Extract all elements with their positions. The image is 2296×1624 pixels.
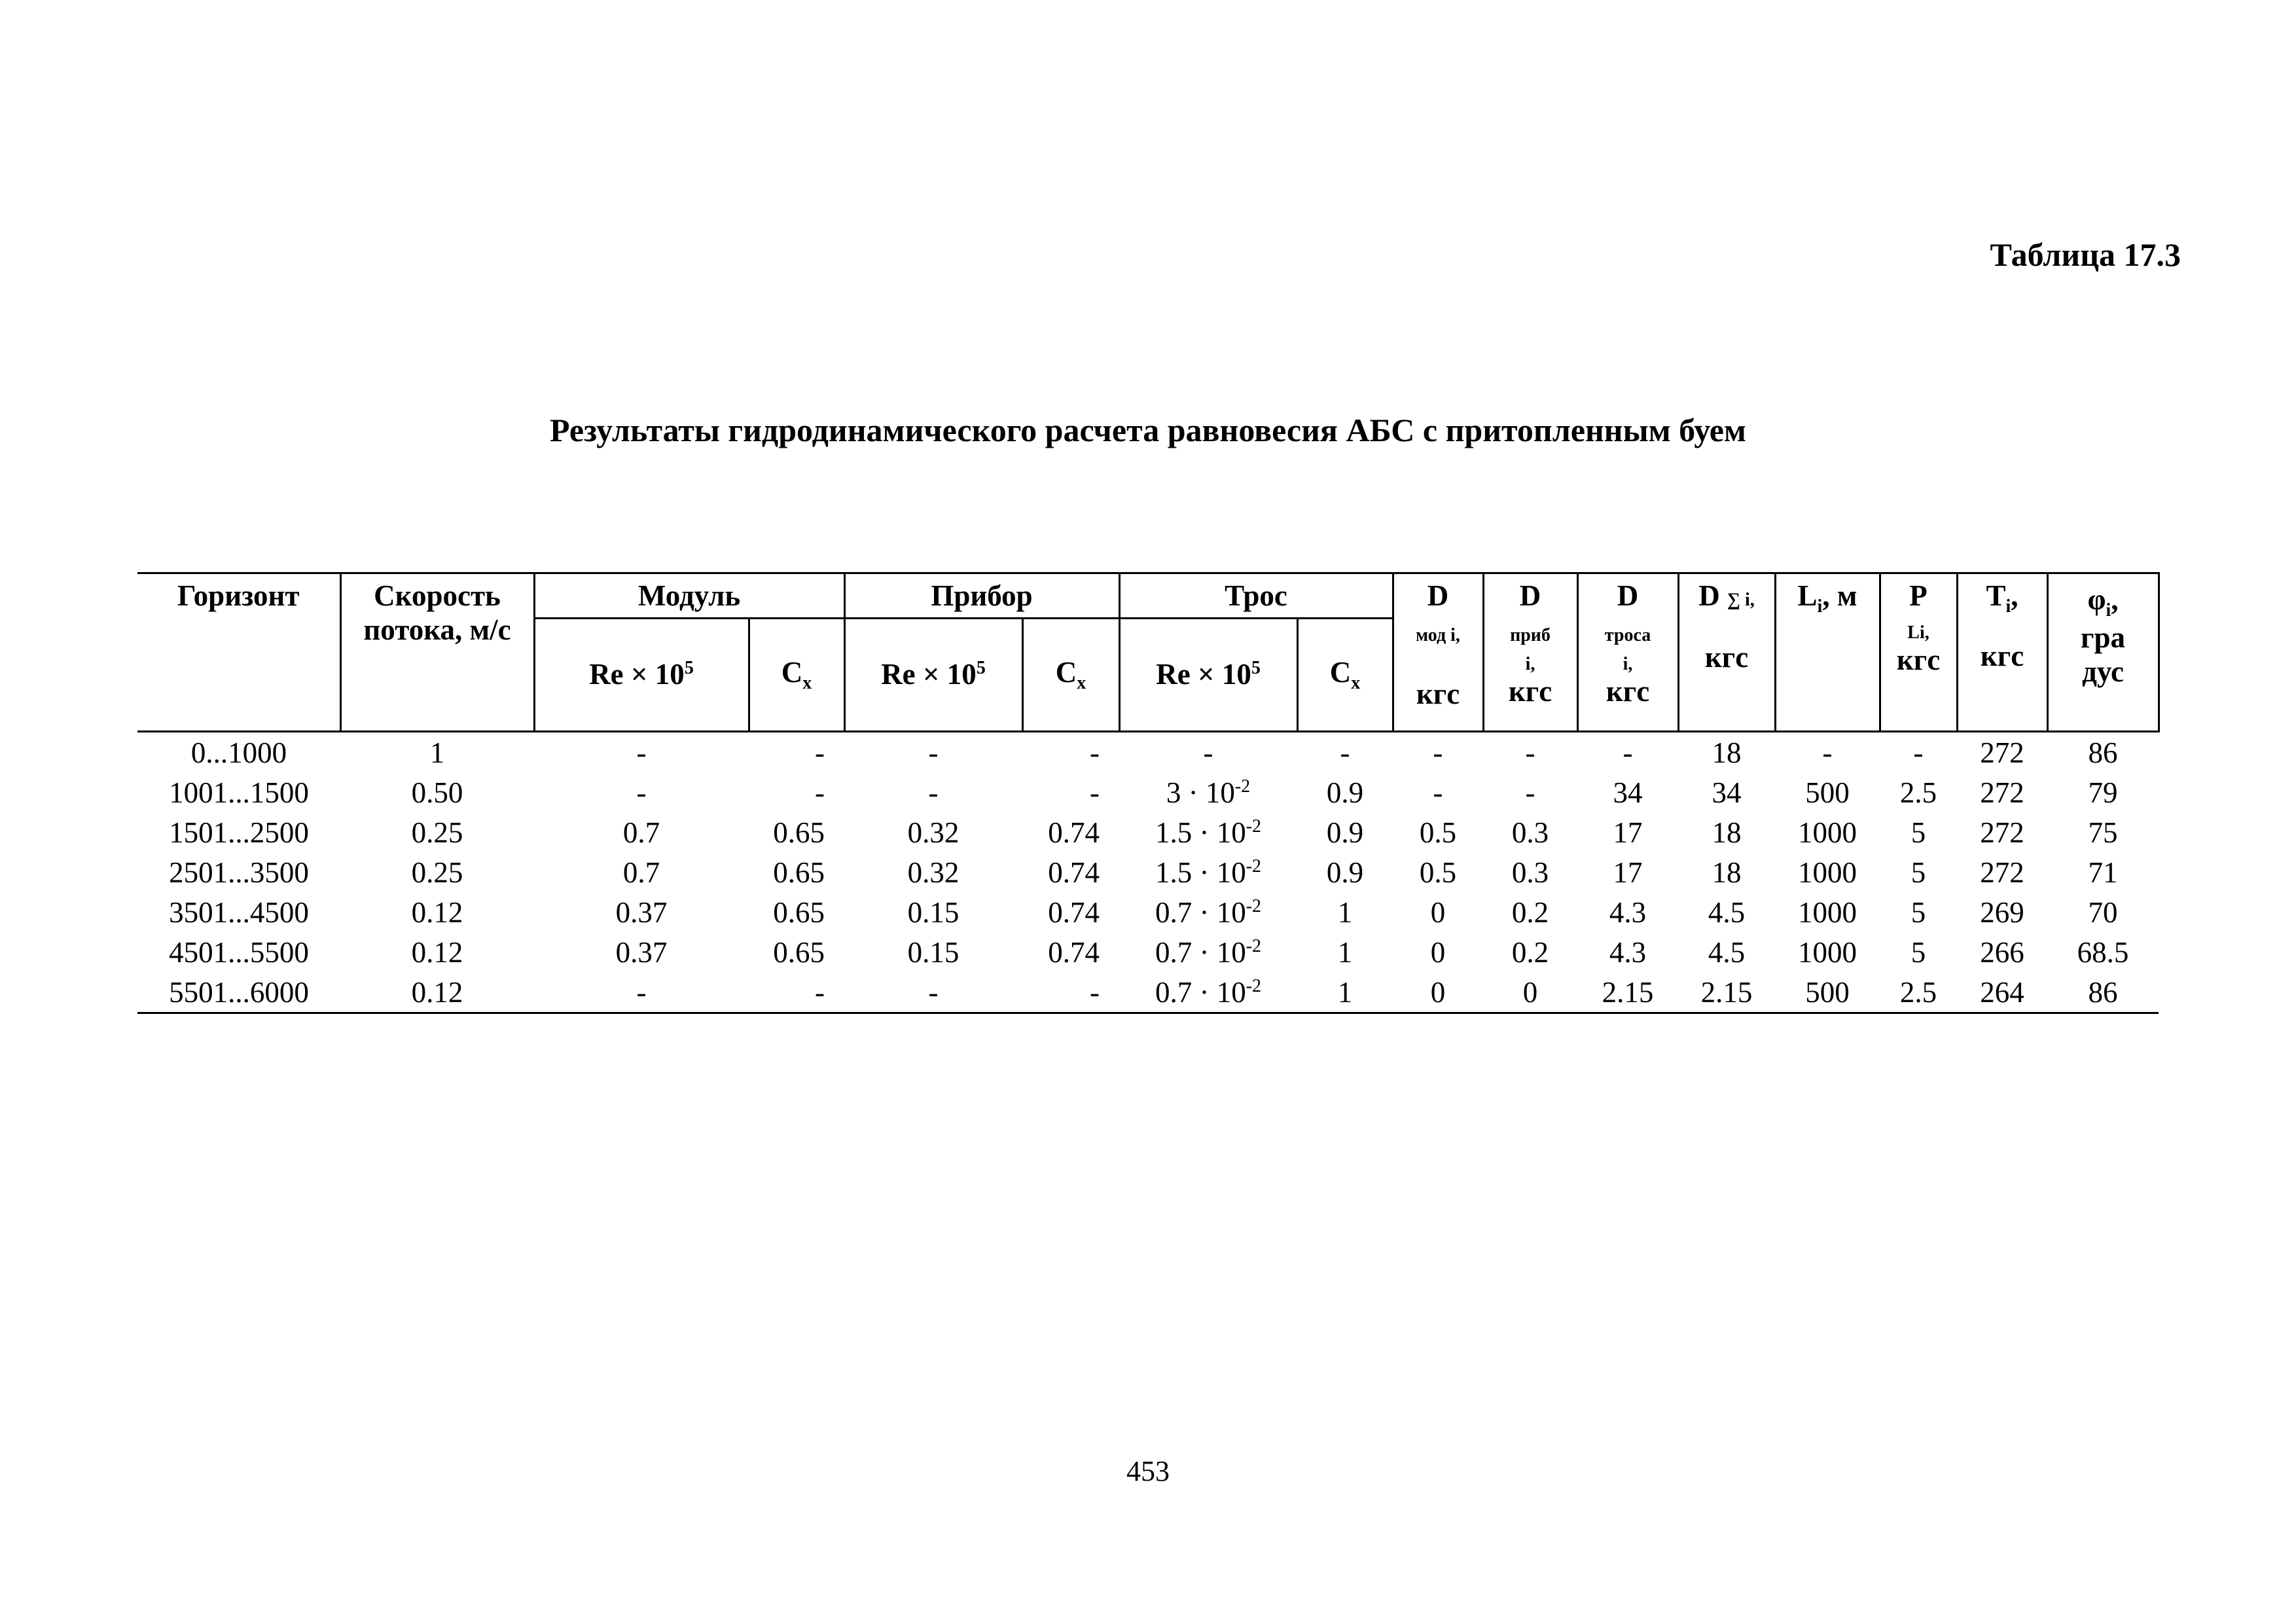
- cell-d-mod: 0: [1393, 972, 1483, 1013]
- cell-d-cable: 4.3: [1609, 895, 1647, 929]
- cell-device-cx: 0.74: [1048, 816, 1100, 849]
- cell-d-cable: -: [1623, 736, 1633, 769]
- cell-horizon: 5501...6000: [137, 972, 340, 1013]
- cell-module-re: 0.37: [615, 935, 668, 969]
- cell-li: 500: [1805, 776, 1850, 809]
- header-d-sum: D ∑ i, кгс: [1678, 573, 1775, 732]
- header-module-re: $Re \times 10^5$: [534, 619, 749, 732]
- cell-device-cx: 0.74: [1048, 895, 1100, 929]
- table-row: [137, 772, 2159, 812]
- cell-speed: 0.25: [411, 816, 463, 849]
- cell-d-sum: 4.5: [1708, 935, 1746, 969]
- cell-speed: 0.12: [411, 895, 463, 929]
- cell-module-cx: -: [815, 776, 825, 809]
- cell-t: 272: [1980, 856, 2024, 889]
- cell-li: 1000: [1798, 935, 1857, 969]
- cell-module-re: 0.7: [622, 816, 660, 849]
- cell-module-re: 0.37: [615, 895, 668, 929]
- header-horizon: Горизонт: [137, 573, 340, 732]
- cell-li: 1000: [1798, 895, 1857, 929]
- cell-d-mod: 0.5: [1419, 856, 1457, 889]
- cell-d-mod: 0: [1430, 895, 1446, 929]
- header-t: $T_i$, кгс: [1957, 573, 2047, 732]
- cell-cable-cx: 1: [1337, 935, 1353, 969]
- cell-cable-re: $1.5 \cdot 10^{-2}$: [1155, 816, 1262, 849]
- cell-d-device: 0: [1483, 972, 1577, 1013]
- cell-cable-cx: 1: [1297, 972, 1393, 1013]
- cell-d-cable: 34: [1613, 776, 1643, 809]
- header-device-cx: $C_x$: [1022, 619, 1119, 732]
- cell-speed: 0.25: [411, 856, 463, 889]
- cell-t: 264: [1957, 972, 2047, 1013]
- cell-phi: 79: [2088, 776, 2118, 809]
- cell-li: 1000: [1798, 816, 1857, 849]
- cell-t: 272: [1980, 776, 2024, 809]
- cell-speed: 0.12: [411, 935, 463, 969]
- cell-d-mod: 0.5: [1419, 816, 1457, 849]
- cell-cable-re: -: [1203, 736, 1213, 769]
- cell-device-re: -: [928, 736, 939, 769]
- cell-t: 266: [1980, 935, 2024, 969]
- cell-device-cx: -: [1022, 972, 1119, 1013]
- cell-t: 272: [1980, 736, 2024, 769]
- cell-cable-cx: 0.9: [1326, 856, 1364, 889]
- cell-p: 5: [1910, 935, 1926, 969]
- cell-module-cx: 0.65: [773, 856, 825, 889]
- cell-cable-cx: 0.9: [1326, 776, 1364, 809]
- cell-p: 5: [1910, 816, 1926, 849]
- cell-device-re: 0.15: [907, 895, 960, 929]
- cell-module-cx: 0.65: [773, 935, 825, 969]
- cell-device-re: 0.15: [907, 935, 960, 969]
- cell-module-re: -: [636, 736, 647, 769]
- header-cable: Трос: [1119, 573, 1393, 619]
- header-device: Прибор: [844, 573, 1119, 619]
- cell-cable-cx: -: [1340, 736, 1350, 769]
- cell-d-device: 0.2: [1511, 935, 1549, 969]
- document-title: Результаты гидродинамического расчета равновесия АБС с притопленным буем: [549, 412, 1746, 448]
- table-row: [137, 852, 2159, 892]
- table-label: Таблица 17.3: [1990, 236, 2181, 273]
- cell-horizon: 4501...5500: [169, 935, 309, 969]
- cell-d-cable: 17: [1613, 816, 1643, 849]
- header-d-mod: D мод i, кгс: [1393, 573, 1483, 732]
- cell-cable-cx: 0.9: [1326, 816, 1364, 849]
- cell-p: 5: [1910, 895, 1926, 929]
- cell-li: 500: [1775, 972, 1880, 1013]
- cell-horizon: 1001...1500: [169, 776, 309, 809]
- cell-d-device: -: [1525, 776, 1535, 809]
- cell-module-cx: -: [749, 972, 844, 1013]
- cell-device-cx: -: [1090, 736, 1100, 769]
- cell-speed: 0.50: [411, 776, 463, 809]
- header-cable-re: $Re \times 10^5$: [1119, 619, 1297, 732]
- cell-d-sum: 18: [1712, 816, 1742, 849]
- cell-device-cx: -: [1090, 776, 1100, 809]
- cell-module-cx: 0.65: [773, 816, 825, 849]
- header-li: $L_i$, м: [1775, 573, 1880, 732]
- cell-speed: 1: [429, 736, 445, 769]
- table-row: [137, 812, 2159, 852]
- cell-device-re: 0.32: [907, 816, 960, 849]
- table-body: [137, 732, 2159, 1013]
- cell-p: 2.5: [1880, 972, 1957, 1013]
- header-speed: Скорость потока, м/с: [340, 573, 534, 732]
- cell-d-cable: 4.3: [1609, 935, 1647, 969]
- cell-cable-re: $0.7 \cdot 10^{-2}$: [1155, 895, 1262, 929]
- cell-horizon: 3501...4500: [169, 895, 309, 929]
- page-number: 453: [1126, 1455, 1170, 1487]
- cell-phi: 68.5: [2077, 935, 2129, 969]
- cell-device-re: -: [928, 776, 939, 809]
- cell-d-cable: 17: [1613, 856, 1643, 889]
- cell-phi: 71: [2088, 856, 2118, 889]
- table-row: [137, 732, 2159, 773]
- header-p: P Li, кгс: [1880, 573, 1957, 732]
- cell-d-cable: 2.15: [1577, 972, 1678, 1013]
- header-d-cable: D троса i, кгс: [1577, 573, 1678, 732]
- cell-d-sum: 4.5: [1708, 895, 1746, 929]
- table-row: [137, 972, 2159, 1013]
- cell-d-device: -: [1525, 736, 1535, 769]
- cell-module-re: -: [636, 776, 647, 809]
- cell-t: 269: [1980, 895, 2024, 929]
- cell-horizon: 2501...3500: [169, 856, 309, 889]
- cell-device-cx: 0.74: [1048, 856, 1100, 889]
- table-row: [137, 892, 2159, 932]
- cell-cable-re: $0.7 \cdot 10^{-2}$: [1155, 935, 1262, 969]
- cell-cable-cx: 1: [1337, 895, 1353, 929]
- header-phi: $\varphi_i$, гра дус: [2047, 573, 2159, 732]
- table-header: [137, 573, 2159, 732]
- cell-d-mod: -: [1433, 776, 1443, 809]
- cell-module-cx: 0.65: [773, 895, 825, 929]
- cell-li: 1000: [1798, 856, 1857, 889]
- cell-d-sum: 34: [1712, 776, 1742, 809]
- cell-cable-re: $1.5 \cdot 10^{-2}$: [1155, 856, 1262, 889]
- header-cable-cx: $C_x$: [1297, 619, 1393, 732]
- cell-module-re: 0.7: [622, 856, 660, 889]
- results-table: [137, 572, 2160, 1014]
- header-module: Модуль: [534, 573, 844, 619]
- cell-t: 272: [1980, 816, 2024, 849]
- cell-d-mod: -: [1433, 736, 1443, 769]
- cell-d-device: 0.3: [1511, 816, 1549, 849]
- cell-d-device: 0.3: [1511, 856, 1549, 889]
- cell-cable-re: $3 \cdot 10^{-2}$: [1166, 776, 1251, 809]
- cell-d-device: 0.2: [1511, 895, 1549, 929]
- cell-device-re: 0.32: [907, 856, 960, 889]
- cell-p: -: [1913, 736, 1924, 769]
- cell-phi: 70: [2088, 895, 2118, 929]
- cell-phi: 75: [2088, 816, 2118, 849]
- cell-horizon: 0...1000: [190, 736, 287, 769]
- table-row: [137, 932, 2159, 972]
- cell-phi: 86: [2047, 972, 2159, 1013]
- header-device-re: $Re \times 10^5$: [844, 619, 1022, 732]
- cell-p: 2.5: [1899, 776, 1937, 809]
- header-d-device: D приб i, кгс: [1483, 573, 1577, 732]
- header-module-cx: $C_x$: [749, 619, 844, 732]
- cell-d-sum: 18: [1712, 856, 1742, 889]
- cell-li: -: [1822, 736, 1833, 769]
- cell-device-re: -: [844, 972, 1022, 1013]
- cell-phi: 86: [2088, 736, 2118, 769]
- cell-module-re: -: [534, 972, 749, 1013]
- cell-speed: 0.12: [340, 972, 534, 1013]
- cell-cable-re: $0.7 \cdot 10^{-2}$: [1119, 972, 1297, 1013]
- cell-d-sum: 2.15: [1678, 972, 1775, 1013]
- cell-d-sum: 18: [1712, 736, 1742, 769]
- cell-device-cx: 0.74: [1048, 935, 1100, 969]
- cell-module-cx: -: [815, 736, 825, 769]
- cell-horizon: 1501...2500: [169, 816, 309, 849]
- cell-d-mod: 0: [1430, 935, 1446, 969]
- cell-p: 5: [1910, 856, 1926, 889]
